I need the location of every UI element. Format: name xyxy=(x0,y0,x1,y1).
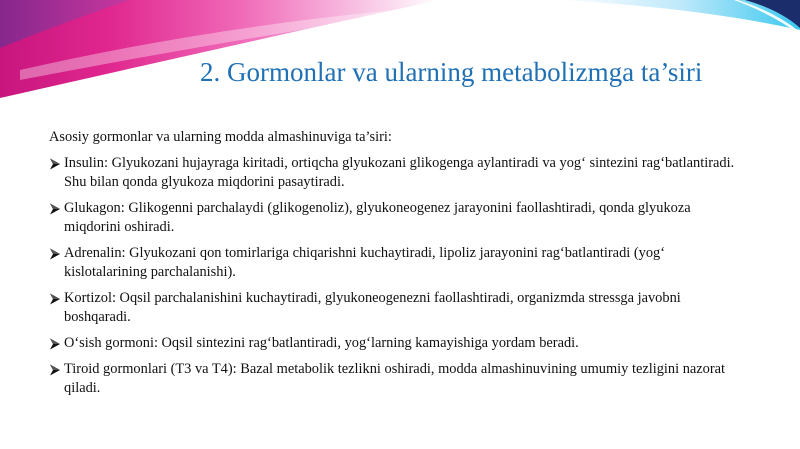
arrowhead-bullet-icon xyxy=(49,293,61,305)
arrowhead-bullet-icon xyxy=(49,203,61,215)
list-item-text: Adrenalin: Glyukozani qon tomirlariga chiqarishni kuchaytiradi, lipoliz jarayonini rag‘batlantiradi (yog‘ kislotalarining parchalanishi). xyxy=(64,245,666,280)
list-item-text: O‘sish gormoni: Oqsil sintezini rag‘batlantiradi, yog‘larning kamayishiga yordam beradi. xyxy=(64,335,579,351)
list-item-tiroid-gormonlari xyxy=(49,360,749,398)
arrowhead-bullet-icon xyxy=(49,338,61,350)
arrowhead-bullet-icon xyxy=(49,158,61,170)
intro-text: Asosiy gormonlar va ularning modda almashinuviga ta’siri: xyxy=(49,129,392,145)
list-item-adrenalin xyxy=(49,244,749,282)
list-item-insulin xyxy=(49,154,749,192)
slide-title: 2. Gormonlar va ularning metabolizmga ta’siri xyxy=(200,57,703,87)
arrowhead-bullet-icon xyxy=(49,248,61,260)
list-item-glukagon xyxy=(49,199,749,237)
list-item-text: Insulin: Glyukozani hujayraga kiritadi, ortiqcha glyukozani glikogenga aylantiradi va yog‘ sintezini rag‘batlantiradi. Shu bilan qonda glyukoza miqdorini pasaytiradi. xyxy=(64,155,735,190)
list-item-text: Kortizol: Oqsil parchalanishini kuchaytiradi, glyukoneogenezni faollashtiradi, organizmda stressga javobni boshqaradi. xyxy=(64,290,681,325)
slide-body xyxy=(49,128,749,405)
list-item-text: Tiroid gormonlari (T3 va T4): Bazal metabolik tezlikni oshiradi, modda almashinuvining umumiy tezligini nazorat qiladi. xyxy=(64,361,726,396)
list-item-osish-gormoni xyxy=(49,334,749,353)
arrowhead-bullet-icon xyxy=(49,364,61,376)
list-item-text: Glukagon: Glikogenni parchalaydi (glikogenoliz), glyukoneogenez jarayonini faollashtiradi, qonda glyukoza miqdorini oshiradi. xyxy=(64,200,691,235)
list-item-kortizol xyxy=(49,289,749,327)
